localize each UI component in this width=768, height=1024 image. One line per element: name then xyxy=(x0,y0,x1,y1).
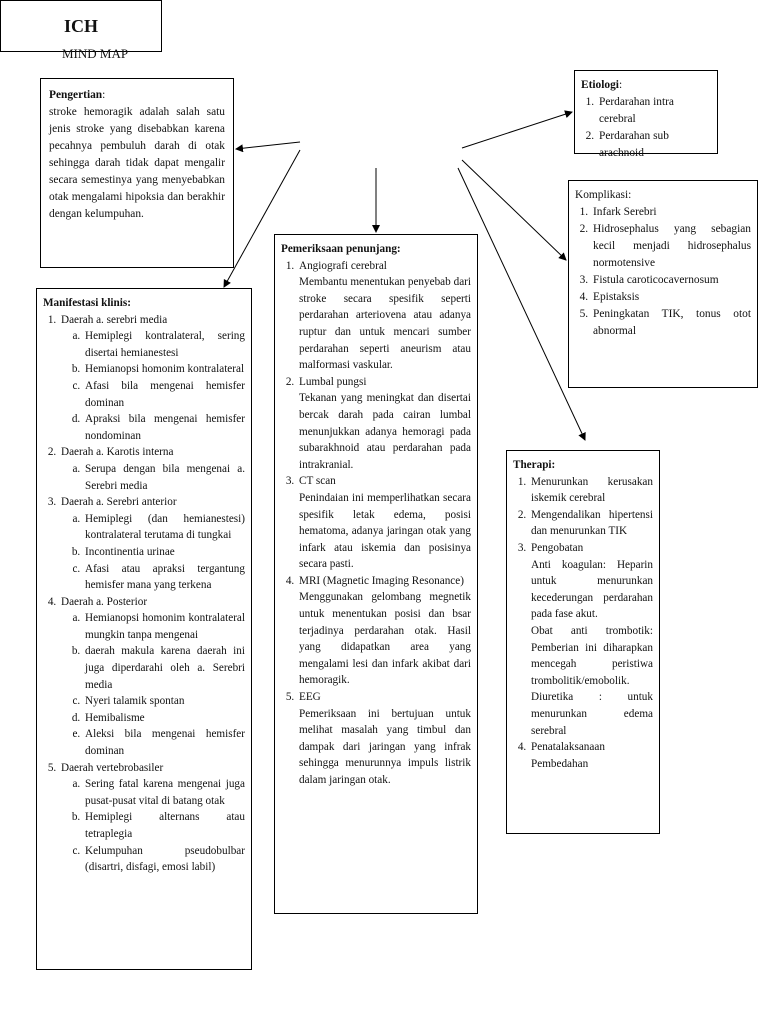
manifestasi-group-label: Daerah a. Karotis interna xyxy=(61,446,174,459)
pengertian-box: Pengertian: stroke hemoragik adalah salah satu jenis stroke yang disebabkan karena pecahnya pembuluh darah di otak sehingga darah tidak dapat mengalir secara semestinya yang menyebabkan otak mengalami hipoksia dan berakhir dengan kelumpuhan. xyxy=(40,78,234,268)
arrow-to-pengertian xyxy=(236,142,300,149)
manifestasi-group-label: Daerah a. serebri media xyxy=(61,313,168,326)
komplikasi-item: 5. Peningkatan TIK, tonus otot abnormal xyxy=(591,306,751,340)
manifestasi-group xyxy=(59,760,245,876)
manifestasi-item: b. Incontinentia urinae xyxy=(83,544,245,561)
manifestasi-item: b. Hemianopsi homonim kontralateral xyxy=(83,361,245,378)
terapi-box xyxy=(506,450,660,834)
manifestasi-item: d. Apraksi bila mengenai hemisfer nondominan xyxy=(83,411,245,444)
komplikasi-box xyxy=(568,180,758,388)
pemeriksaan-item-label: 2. Lumbal pungsi xyxy=(299,375,367,388)
manifestasi-item: a. Hemianopsi homonim kontralateral mungkin tanpa mengenai xyxy=(83,610,245,643)
pemeriksaan-item xyxy=(297,374,471,474)
terapi-item: 4. Penatalaksanaan Pembedahan xyxy=(529,739,653,772)
manifestasi-group xyxy=(59,594,245,760)
page-title: MIND MAP xyxy=(62,46,129,61)
pemeriksaan-item xyxy=(297,689,471,789)
manifestasi-item: a. Serupa dengan bila mengenai a. Serebri media xyxy=(83,461,245,494)
arrow-to-etiologi xyxy=(462,112,572,148)
pemeriksaan-item-text: Tekanan yang meningkat dan disertai bercak darah pada cairan lumbal menunjukkan adanya hemoragi pada subarakhnoid atau perdarahan pada intrakranial. xyxy=(299,392,471,471)
manifestasi-item: b. daerah makula karena daerah ini juga diperdarahi oleh a. Serebri media xyxy=(83,643,245,693)
manifestasi-box xyxy=(36,288,252,970)
terapi-subitem: Anti koagulan: Heparin untuk menurunkan kecederungan perdarahan pada fase akut. xyxy=(531,558,653,621)
pemeriksaan-heading: Pemeriksaan penunjang: xyxy=(281,243,401,255)
pemeriksaan-item xyxy=(297,258,471,374)
pemeriksaan-item-label: 1. Angiografi cerebral xyxy=(299,259,387,272)
pemeriksaan-item-text: Menggunakan gelombang megnetik untuk menentukan posisi dan bsar terjadinya perdarahan otak. Hasil yang didapatkan area yang mengalami lesi dan infark akibat dari hemoragik. xyxy=(299,591,471,687)
terapi-item: 2. Mengendalikan hipertensi dan menurunkan TIK xyxy=(529,507,653,540)
manifestasi-item: c. Afasi atau apraksi tergantung hemisfer mana yang terkena xyxy=(83,561,245,594)
manifestasi-heading: Manifestasi klinis: xyxy=(43,297,131,309)
pemeriksaan-item-text: Penindaian ini memperlihatkan secara spesifik letak edema, posisi hematoma, adanya jaringan otak yang infark atau iskemia dan posisinya secara pasti. xyxy=(299,491,471,571)
manifestasi-item: c. Nyeri talamik spontan xyxy=(83,693,245,710)
manifestasi-item: c. Kelumpuhan pseudobulbar (disartri, disfagi, emosi labil) xyxy=(83,843,245,876)
komplikasi-item: 1. Infark Serebri xyxy=(591,204,751,221)
komplikasi-item: 2. Hidrosephalus yang sebagian kecil menjadi hidrosephalus normotensive xyxy=(591,221,751,272)
pemeriksaan-item xyxy=(297,573,471,689)
manifestasi-item: a. Hemiplegi (dan hemianestesi) kontralateral terutama di tungkai xyxy=(83,511,245,544)
manifestasi-group-label: Daerah vertebrobasiler xyxy=(61,761,164,774)
pemeriksaan-item-label: 5. EEG xyxy=(299,691,321,704)
etiologi-item: 2. Perdarahan sub arachnoid xyxy=(597,128,711,162)
terapi-item-label: 3. Pengobatan xyxy=(531,541,584,554)
manifestasi-group xyxy=(59,444,245,494)
manifestasi-item: a. Sering fatal karena mengenai juga pusat-pusat vital di batang otak xyxy=(83,776,245,809)
manifestasi-group-label: Daerah a. Serebri anterior xyxy=(61,496,177,509)
pengertian-heading: Pengertian xyxy=(49,89,103,101)
pemeriksaan-item xyxy=(297,473,471,573)
manifestasi-item: c. Afasi bila mengenai hemisfer dominan xyxy=(83,378,245,411)
pemeriksaan-item-label: 4. MRI (Magnetic Imaging Resonance) xyxy=(299,574,464,587)
terapi-item xyxy=(529,540,653,739)
pengertian-text: stroke hemoragik adalah salah satu jenis stroke yang disebabkan karena pecahnya pembuluh darah di otak sehingga darah tidak dapat mengalir secara semestinya yang menyebabkan otak mengalami hipoksia dan berakhir dengan kelumpuhan. xyxy=(49,106,225,220)
etiologi-box: Etiologi: 1. Perdarahan intra cerebral 2. Perdarahan sub arachnoid xyxy=(574,70,718,154)
center-label: ICH xyxy=(63,15,98,36)
komplikasi-item: 3. Fistula caroticocavernosum xyxy=(591,272,751,289)
terapi-item: 1. Menurunkan kerusakan iskemik cerebral xyxy=(529,474,653,507)
manifestasi-item: d. Hemibalisme xyxy=(83,710,245,727)
etiologi-item: 1. Perdarahan intra cerebral xyxy=(597,94,711,128)
terapi-subitem: Diuretika : untuk menurunkan edema serebral xyxy=(531,691,653,737)
pemeriksaan-box xyxy=(274,234,478,914)
terapi-subitem: Obat anti trombotik: Pemberian ini diharapkan mencegah peristiwa trombolitik/emobolik. xyxy=(531,624,653,687)
pemeriksaan-item-text: Membantu menentukan penyebab dari stroke secara spesifik seperti perdarahan arteriovena atau adanya ruptur dan untuk mencari sumber perdarahan seperti aneurism atau malformasi vaskular. xyxy=(299,276,471,372)
manifestasi-item: b. Hemiplegi alternans atau tetraplegia xyxy=(83,809,245,842)
manifestasi-item: a. Hemiplegi kontralateral, sering disertai hemianestesi xyxy=(83,328,245,361)
komplikasi-item: 4. Epistaksis xyxy=(591,289,751,306)
pemeriksaan-item-label: 3. CT scan xyxy=(299,475,336,488)
pemeriksaan-item-text: Pemeriksaan ini bertujuan untuk melihat masalah yang timbul dan dampak dari jaringan yang infrak sehingga menurunnya impuls listrik dalam jaringan otak. xyxy=(299,707,471,786)
manifestasi-group xyxy=(59,494,245,594)
manifestasi-item: e. Aleksi bila mengenai hemisfer dominan xyxy=(83,726,245,759)
manifestasi-group xyxy=(59,312,245,445)
komplikasi-heading: Komplikasi: xyxy=(575,189,632,201)
terapi-heading: Therapi: xyxy=(513,459,556,471)
etiologi-heading: Etiologi xyxy=(581,79,619,91)
manifestasi-group-label: Daerah a. Posterior xyxy=(61,595,148,608)
